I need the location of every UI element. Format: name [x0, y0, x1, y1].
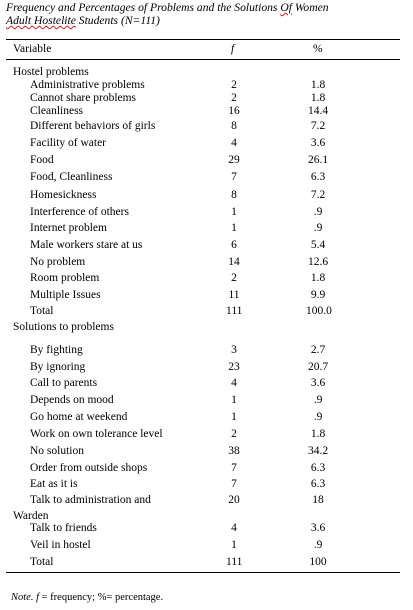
table-row: [0, 206, 413, 219]
row-percentage: .9: [313, 222, 323, 234]
row-label: Male workers stare at us: [30, 239, 143, 251]
section-heading-row: [0, 321, 413, 334]
row-percentage: 20.7: [307, 361, 329, 373]
row-percentage: 3.6: [310, 137, 326, 149]
row-label: Eat as it is: [30, 478, 78, 490]
row-label: Warden: [13, 510, 49, 522]
section-heading: Hostel problems: [13, 66, 89, 78]
row-percentage: 6.3: [310, 171, 326, 183]
table-caption: [6, 1, 396, 27]
row-label: Food, Cleanliness: [30, 171, 113, 183]
row-frequency: 20: [228, 494, 240, 506]
row-label: Talk to friends: [30, 522, 97, 534]
table-row: [0, 462, 413, 475]
table-row: [0, 120, 413, 133]
row-frequency: 3: [231, 344, 237, 356]
row-label: Depends on mood: [30, 394, 114, 406]
row-label: Work on own tolerance level: [30, 428, 163, 440]
table-row: [0, 445, 413, 458]
row-label: Call to parents: [30, 377, 98, 389]
row-percentage: 34.2: [307, 445, 329, 457]
row-label: Administrative problems: [30, 79, 145, 91]
row-percentage: 1.8: [310, 272, 326, 284]
row-percentage: .9: [313, 394, 323, 406]
table-row: [0, 361, 413, 374]
row-percentage: 18: [312, 494, 324, 506]
table-row: [0, 289, 413, 302]
row-percentage: 5.4: [310, 239, 326, 251]
section-heading: Solutions to problems: [13, 321, 114, 333]
table-row: [0, 171, 413, 184]
table-row: [0, 344, 413, 357]
note-text: = frequency; %= percentage.: [39, 592, 164, 603]
row-percentage: 9.9: [310, 289, 326, 301]
table-row: [0, 494, 413, 507]
row-label: Total: [30, 556, 54, 568]
row-label: Cleanliness: [30, 105, 84, 117]
section-heading-row: [0, 66, 413, 79]
row-percentage: 14.4: [307, 105, 329, 117]
row-percentage: .9: [313, 411, 323, 423]
row-frequency: 2: [231, 428, 237, 440]
table-row: [0, 272, 413, 285]
row-frequency: 38: [228, 445, 240, 457]
row-frequency: 6: [231, 239, 237, 251]
caption-spellcheck-word: Adult Hostelite: [6, 14, 76, 27]
row-percentage: 2.7: [310, 344, 326, 356]
table-top-rule: [6, 39, 400, 40]
row-frequency: 1: [231, 539, 237, 551]
table-row: [0, 305, 413, 318]
row-frequency: 7: [231, 171, 237, 183]
row-frequency: 4: [231, 522, 237, 534]
row-frequency: 16: [228, 105, 240, 117]
row-percentage: 100: [309, 556, 327, 568]
row-label: Different behaviors of girls: [30, 120, 156, 132]
row-label: By fighting: [30, 344, 83, 356]
row-frequency: 11: [228, 289, 240, 301]
row-percentage: 1.8: [310, 92, 326, 104]
row-percentage: 1.8: [310, 79, 326, 91]
table-row: [0, 105, 413, 118]
table-row: [0, 137, 413, 150]
row-frequency: 2: [231, 92, 237, 104]
row-frequency: 14: [228, 256, 240, 268]
row-frequency: 8: [231, 189, 237, 201]
row-frequency: 111: [226, 305, 243, 317]
table-row: [0, 79, 413, 92]
table-row: [0, 411, 413, 424]
row-label: Interference of others: [30, 206, 129, 218]
row-percentage: 3.6: [310, 522, 326, 534]
table-row: [0, 154, 413, 167]
table-header-rule: [6, 59, 400, 60]
caption-line-2: [6, 14, 396, 27]
table-row: [0, 556, 413, 569]
row-frequency: 2: [231, 272, 237, 284]
row-frequency: 7: [231, 478, 237, 490]
row-percentage: 6.3: [310, 478, 326, 490]
table-row: [0, 256, 413, 269]
table-row: [0, 189, 413, 202]
row-frequency: 23: [228, 361, 240, 373]
table-row: [0, 92, 413, 105]
row-frequency: 4: [231, 137, 237, 149]
row-label: By ignoring: [30, 361, 86, 373]
table-row: [0, 394, 413, 407]
header-variable: Variable: [13, 43, 52, 55]
table-row: [0, 478, 413, 491]
row-label: No problem: [30, 256, 86, 268]
row-label: Facility of water: [30, 137, 107, 149]
row-frequency: 7: [231, 462, 237, 474]
row-frequency: 1: [231, 206, 237, 218]
row-frequency: 1: [231, 222, 237, 234]
row-label: Multiple Issues: [30, 289, 101, 301]
row-percentage: .9: [313, 539, 323, 551]
row-percentage: 1.8: [310, 428, 326, 440]
row-label: No solution: [30, 445, 84, 457]
table-row: [0, 377, 413, 390]
row-percentage: 3.6: [310, 377, 326, 389]
row-frequency: 1: [231, 411, 237, 423]
row-label: Food: [30, 154, 54, 166]
caption-spellcheck-word: Of: [280, 1, 292, 14]
table-row: [0, 222, 413, 235]
row-frequency: 1: [231, 394, 237, 406]
row-percentage: 6.3: [310, 462, 326, 474]
header-percentage: %: [313, 43, 323, 55]
row-label: Internet problem: [30, 222, 107, 234]
table-note: [11, 592, 163, 604]
note-f-symbol: f: [36, 592, 40, 603]
row-label: Homesickness: [30, 189, 97, 201]
row-percentage: 26.1: [307, 154, 329, 166]
row-percentage: 100.0: [306, 305, 332, 317]
row-frequency: 8: [231, 120, 237, 132]
row-percentage: .9: [313, 206, 323, 218]
row-frequency: 2: [231, 79, 237, 91]
row-label: Talk to administration and: [30, 494, 151, 506]
caption-line-1: [6, 1, 396, 14]
caption-text: Students (N=111): [75, 14, 160, 27]
table-bottom-rule: [6, 572, 400, 573]
table-row: [0, 522, 413, 535]
table-row: [0, 239, 413, 252]
row-percentage: 7.2: [310, 120, 326, 132]
row-label: Veil in hostel: [30, 539, 91, 551]
row-label: Cannot share problems: [30, 92, 137, 104]
row-label: Go home at weekend: [30, 411, 128, 423]
row-label: Room problem: [30, 272, 100, 284]
row-label: Total: [30, 305, 54, 317]
caption-text: Women: [291, 1, 329, 14]
header-frequency: f: [231, 43, 235, 55]
caption-text: Frequency and Percentages of Problems and the Solutions: [6, 1, 281, 14]
row-frequency: 111: [226, 556, 243, 568]
table-row: [0, 428, 413, 441]
row-label: Order from outside shops: [30, 462, 148, 474]
table-row: [0, 539, 413, 552]
row-percentage: 12.6: [307, 256, 329, 268]
row-frequency: 4: [231, 377, 237, 389]
note-prefix: Note.: [11, 592, 34, 603]
row-frequency: 29: [228, 154, 240, 166]
row-percentage: 7.2: [310, 189, 326, 201]
